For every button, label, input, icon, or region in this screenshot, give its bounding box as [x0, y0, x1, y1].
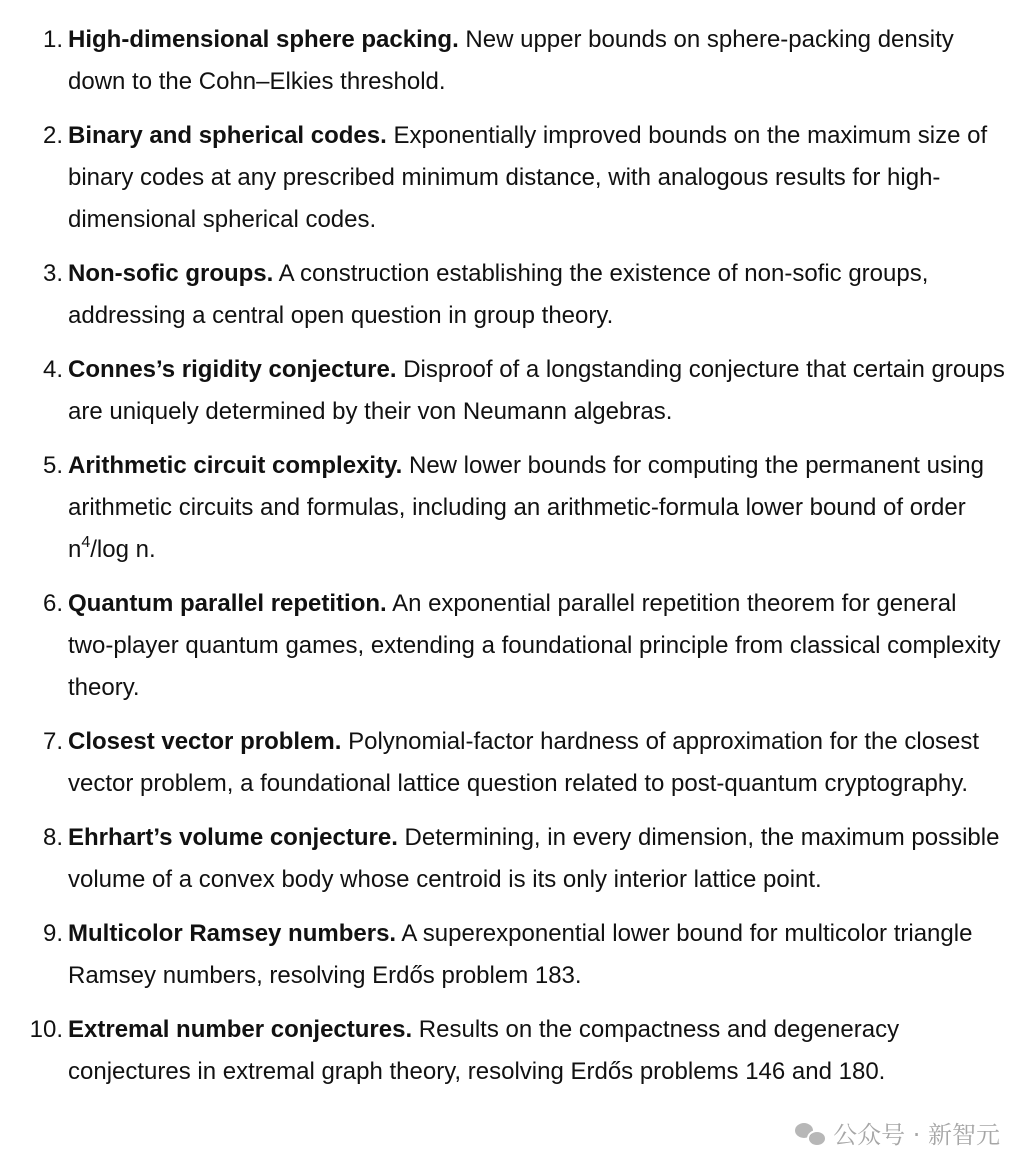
list-item — [0, 913, 1032, 997]
list-item — [0, 721, 1032, 805]
item-title: Arithmetic circuit complexity. — [68, 452, 403, 479]
item-description: Disproof of a longstanding conjecture that certain groups are uniquely determined by their von Neumann algebras. — [68, 356, 1005, 425]
item-title: Non-sofic groups. — [68, 260, 274, 287]
item-description: An exponential parallel repetition theorem for general two-player quantum games, extending a foundational principle from classical complexity theory. — [68, 590, 1001, 701]
item-description: New upper bounds on sphere-packing density down to the Cohn–Elkies threshold. — [68, 26, 954, 95]
item-description: Exponentially improved bounds on the maximum size of binary codes at any prescribed minimum distance, with analogous results for high-dimensional spherical codes. — [68, 122, 988, 233]
item-description: New lower bounds for computing the permanent using arithmetic circuits and formulas, including an arithmetic-formula lower bound of order n — [68, 452, 984, 563]
item-title: Quantum parallel repetition. — [68, 590, 387, 617]
item-title: High-dimensional sphere packing. — [68, 26, 459, 53]
item-description: A superexponential lower bound for multicolor triangle Ramsey numbers, resolving Erdős problem 183. — [68, 920, 973, 989]
item-number: 4. — [42, 356, 63, 383]
results-list — [0, 19, 1032, 1105]
item-number: 2. — [42, 122, 63, 149]
item-number: 1. — [42, 26, 63, 53]
item-number: 7. — [42, 728, 63, 755]
item-title: Closest vector problem. — [68, 728, 342, 755]
list-item — [0, 817, 1032, 901]
list-item — [0, 1009, 1032, 1093]
exponent: 4 — [81, 534, 91, 551]
item-number: 10. — [29, 1016, 63, 1043]
item-title: Connes’s rigidity conjecture. — [68, 356, 397, 383]
list-item — [0, 19, 1032, 103]
item-description: Determining, in every dimension, the maximum possible volume of a convex body whose centroid is its only interior lattice point. — [68, 824, 1000, 893]
item-title: Binary and spherical codes. — [68, 122, 387, 149]
item-description-tail: /log n. — [90, 536, 156, 563]
item-title: Extremal number conjectures. — [68, 1016, 413, 1043]
list-item — [0, 445, 1032, 571]
list-item — [0, 583, 1032, 709]
list-item — [0, 349, 1032, 433]
item-title: Multicolor Ramsey numbers. — [68, 920, 397, 947]
item-number: 8. — [42, 824, 63, 851]
item-number: 6. — [42, 590, 63, 617]
item-description: Results on the compactness and degeneracy conjectures in extremal graph theory, resolving Erdős problems 146 and 180. — [68, 1016, 900, 1085]
watermark-text: 公众号 · 新智元 — [833, 1121, 1000, 1149]
item-number: 9. — [42, 920, 63, 947]
watermark — [795, 1115, 1000, 1150]
list-item — [0, 115, 1032, 241]
list-item — [0, 253, 1032, 337]
item-description: Polynomial-factor hardness of approximation for the closest vector problem, a foundational lattice question related to post-quantum cryptography. — [68, 728, 980, 797]
item-number: 3. — [42, 260, 63, 287]
item-title: Ehrhart’s volume conjecture. — [68, 824, 398, 851]
item-description: A construction establishing the existence of non-sofic groups, addressing a central open question in group theory. — [68, 260, 929, 329]
wechat-icon — [795, 1120, 825, 1146]
item-number: 5. — [42, 452, 63, 479]
